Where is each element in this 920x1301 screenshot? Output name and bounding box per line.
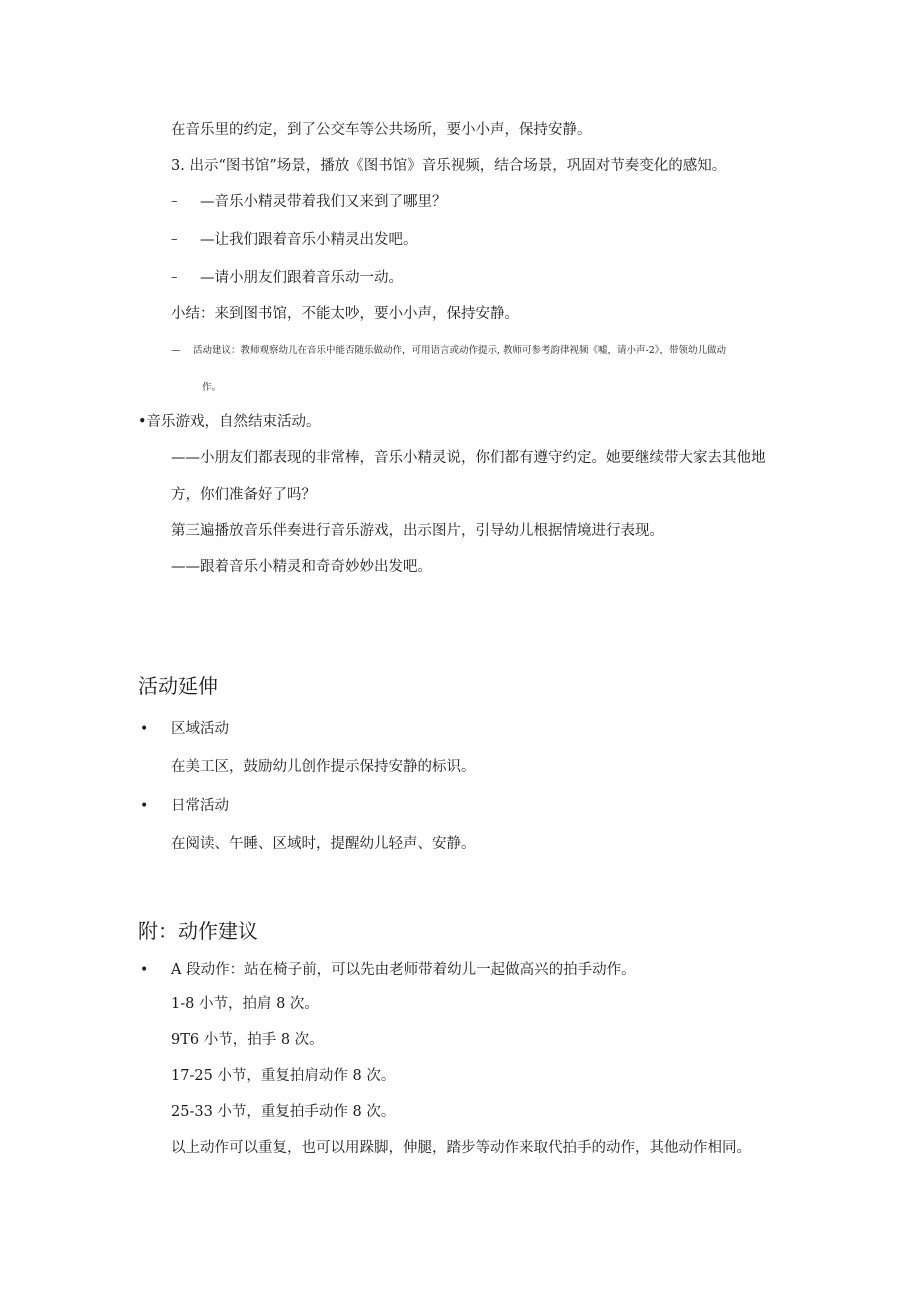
dialog-marker: – — [171, 232, 178, 247]
appendix-line: 1-8 小节，拍肩 8 次。 — [171, 996, 319, 1012]
appendix-intro: A 段动作：站在椅子前，可以先由老师带着幼儿一起做高兴的拍手动作。 — [171, 962, 636, 978]
dialog-marker: – — [171, 270, 178, 285]
extension-item-desc: 在美工区，鼓励幼儿创作提示保持安静的标识。 — [171, 759, 476, 775]
game-paragraph-1-cont: 方，你们准备好了吗？ — [171, 487, 316, 503]
bullet: • — [140, 798, 149, 814]
game-paragraph-3: ——跟着音乐小精灵和奇奇妙妙出发吧。 — [171, 559, 432, 575]
extension-item-label: 日常活动 — [171, 798, 229, 814]
appendix-line: 25-33 小节，重复拍手动作 8 次。 — [171, 1104, 396, 1120]
dialog-marker: – — [171, 194, 178, 209]
note-marker: — — [171, 345, 181, 356]
game-section-title: •音乐游戏，自然结束活动。 — [138, 414, 321, 430]
appendix-line: 以上动作可以重复，也可以用跺脚，伸腿，踏步等动作来取代拍手的动作，其他动作相同。 — [171, 1140, 751, 1156]
game-paragraph-2: 第三遍播放音乐伴奏进行音乐游戏，出示图片，引导幼儿根据情境进行表现。 — [171, 523, 664, 539]
appendix-line: 9T6 小节，拍手 8 次。 — [171, 1032, 324, 1048]
appendix-heading: 附：动作建议 — [138, 919, 258, 943]
appendix-line: 17-25 小节，重复拍肩动作 8 次。 — [171, 1068, 396, 1084]
extension-heading: 活动延伸 — [138, 674, 218, 698]
bullet: • — [140, 721, 149, 737]
activity-suggestion-note: 活动建议：教师观察幼儿在音乐中能否随乐做动作，可用语言或动作提示, 教师可参考韵律视频《嘘，请小声-2》，带领幼儿做动 — [193, 345, 727, 356]
paragraph-public-place-rule: 在音乐里的约定，到了公交车等公共场所，要小小声，保持安静。 — [171, 122, 592, 138]
activity-suggestion-note-cont: 作。 — [202, 382, 222, 393]
paragraph-library-scene: 3. 出示“图书馆”场景，播放《图书馆》音乐视频，结合场景，巩固对节奏变化的感知。 — [171, 158, 727, 174]
extension-item-desc: 在阅读、午睡、区域时，提醒幼儿轻声、安静。 — [171, 836, 476, 852]
game-paragraph-1: ——小朋友们都表现的非常棒，音乐小精灵说，你们都有遵守约定。她要继续带大家去其他地 — [171, 450, 766, 466]
summary-paragraph: 小结：来到图书馆，不能太吵，要小小声，保持安静。 — [171, 306, 519, 322]
dialog-line: —音乐小精灵带着我们又来到了哪里？ — [200, 194, 447, 210]
bullet: • — [140, 962, 149, 978]
extension-item-label: 区域活动 — [171, 721, 229, 737]
dialog-line: —让我们跟着音乐小精灵出发吧。 — [200, 232, 418, 248]
dialog-line: —请小朋友们跟着音乐动一动。 — [200, 270, 403, 286]
